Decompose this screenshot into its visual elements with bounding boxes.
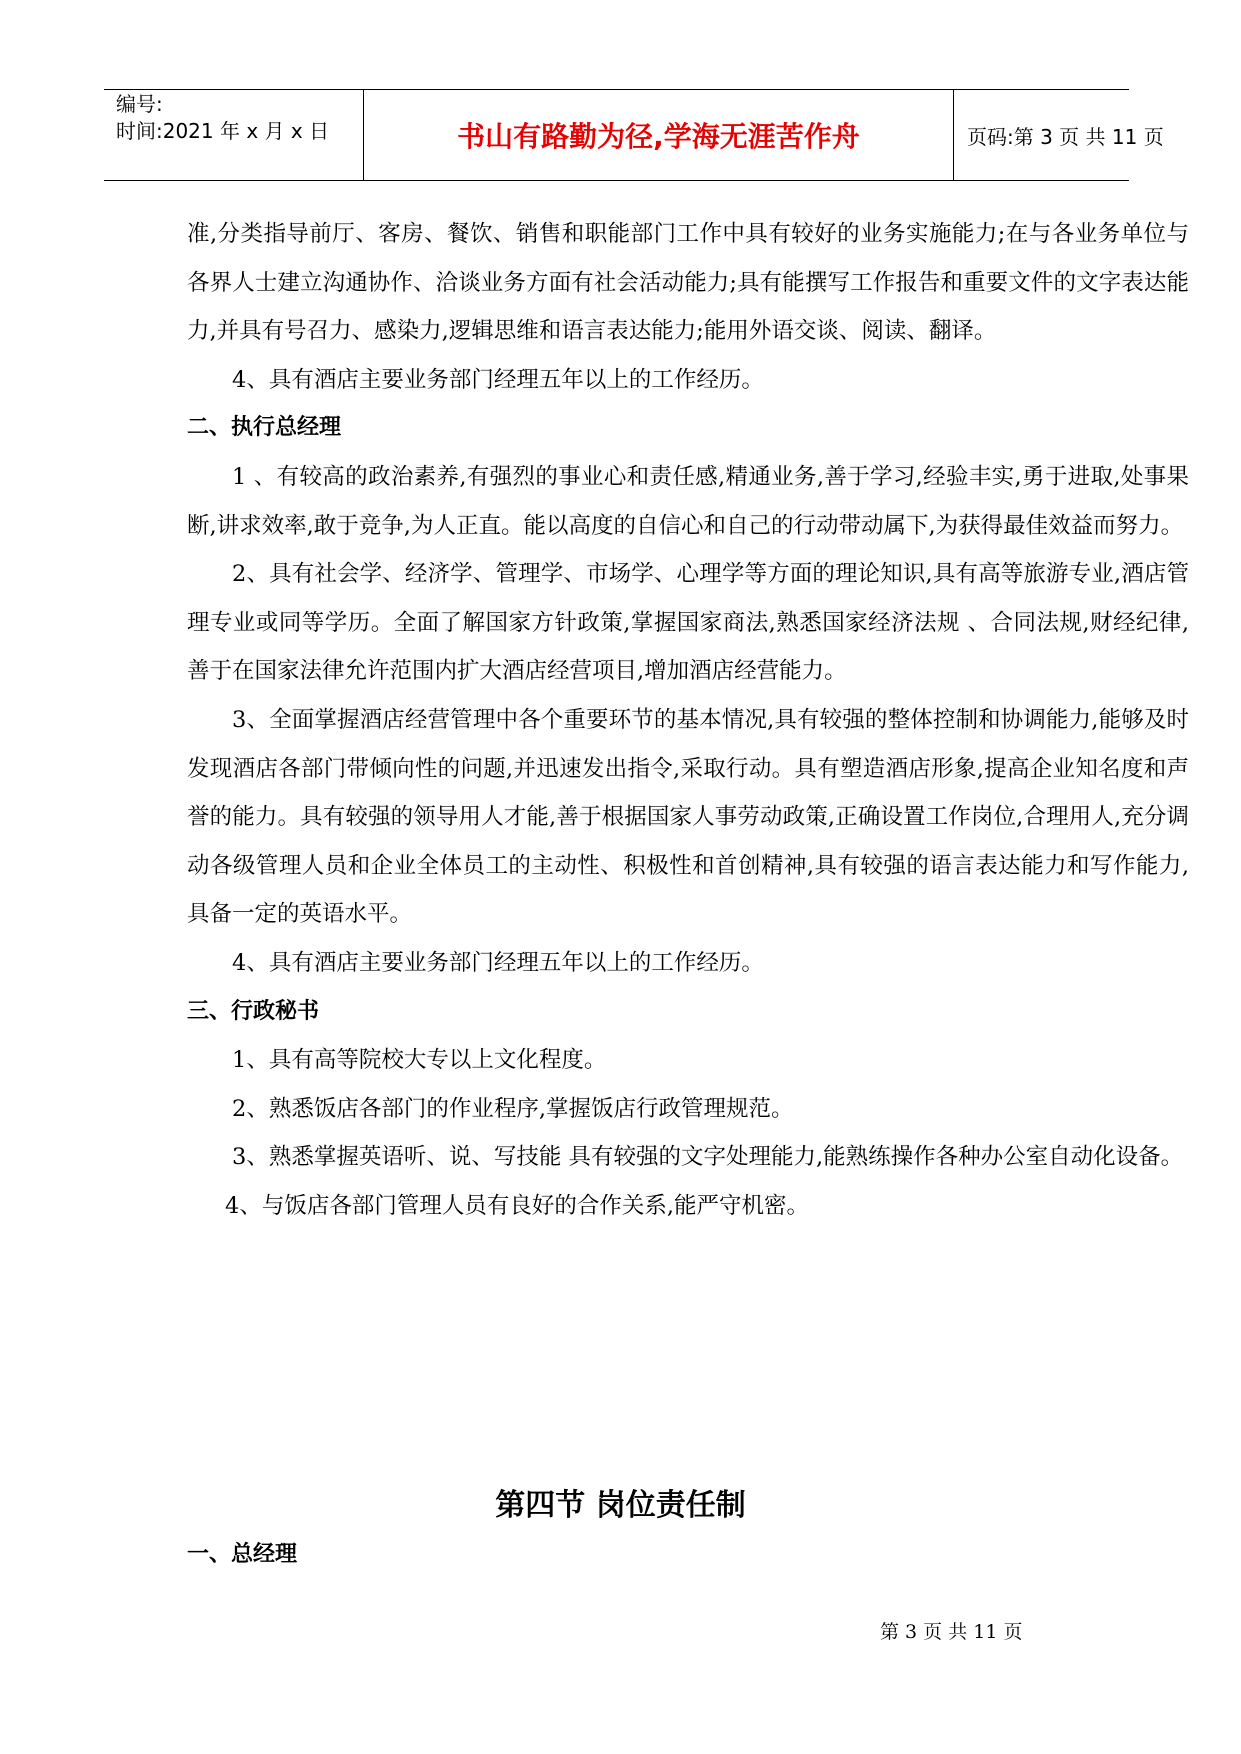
- section-subheading: 一、总经理: [187, 1542, 298, 1567]
- section-heading: 二、执行总经理: [187, 415, 342, 441]
- header-meta: [104, 90, 364, 180]
- paragraph: 2、熟悉饭店各部门的作业程序,掌握饭店行政管理规范。: [232, 1095, 794, 1122]
- page-footer: 第 3 页 共 11 页: [880, 1621, 1023, 1643]
- paragraph: 4、具有酒店主要业务部门经理五年以上的工作经历。: [232, 366, 764, 393]
- paragraph: 3、熟悉掌握英语听、说、写技能 具有较强的文字处理能力,能熟练操作各种办公室自动化设备。: [232, 1144, 1184, 1171]
- paragraph: 1、具有高等院校大专以上文化程度。: [232, 1047, 607, 1074]
- header-motto-cell: [364, 90, 954, 180]
- header-motto: 书山有路勤为径,学海无涯苦作舟: [457, 120, 860, 153]
- section-heading: 三、行政秘书: [187, 998, 320, 1024]
- header-page-info: 页码:第 3 页 共 11 页: [967, 124, 1164, 149]
- page-header: [104, 89, 1164, 181]
- paragraph: 1 、有较高的政治素养,有强烈的事业心和责任感,精通业务,善于学习,经验丰实,勇于进取,处事果断,讲求效率,敢于竞争,为人正直。能以高度的自信心和自己的行动带动属下,为获得最佳效益而努力。: [187, 463, 1189, 539]
- paragraph: 3、全面掌握酒店经营管理中各个重要环节的基本情况,具有较强的整体控制和协调能力,能够及时发现酒店各部门带倾向性的问题,并迅速发出指令,采取行动。具有塑造酒店形象,提高企业知名度和声誉的能力。具有较强的领导用人才能,善于根据国家人事劳动政策,正确设置工作岗位,合理用人,充分调动各级管理人员和企业全体员工的主动性、积极性和首创精神,具有较强的语言表达能力和写作能力,具备一定的英语水平。: [187, 706, 1189, 928]
- chapter-title: 第四节 岗位责任制: [495, 1488, 746, 1523]
- document-body: [187, 210, 1189, 1230]
- paragraph: 4、具有酒店主要业务部门经理五年以上的工作经历。: [232, 949, 764, 976]
- document-number-label: 编号:: [116, 92, 163, 116]
- paragraph: 2、具有社会学、经济学、管理学、市场学、心理学等方面的理论知识,具有高等旅游专业,酒店管理专业或同等学历。全面了解国家方针政策,掌握国家商法,熟悉国家经济法规 、合同法规,财经纪律,善于在国家法律允许范围内扩大酒店经营项目,增加酒店经营能力。: [187, 561, 1189, 685]
- document-time-label: 时间:2021 年 x 月 x 日: [116, 119, 330, 143]
- paragraph: 4、与饭店各部门管理人员有良好的合作关系,能严守机密。: [225, 1192, 809, 1219]
- paragraph: 准,分类指导前厅、客房、餐饮、销售和职能部门工作中具有较好的业务实施能力;在与各业务单位与各界人士建立沟通协作、洽谈业务方面有社会活动能力;具有能撰写工作报告和重要文件的文字表达能力,并具有号召力、感染力,逻辑思维和语言表达能力;能用外语交谈、阅读、翻译。: [187, 221, 1189, 345]
